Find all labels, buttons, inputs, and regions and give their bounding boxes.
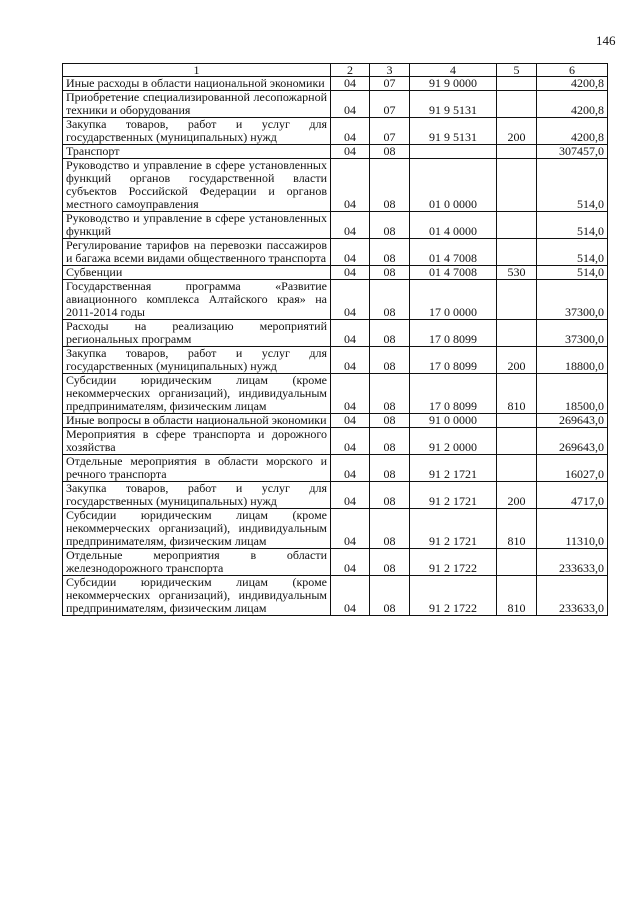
subsection-code: 07 — [370, 77, 410, 91]
expense-type-code: 530 — [497, 266, 537, 280]
amount: 37300,0 — [537, 320, 608, 347]
item-name: Закупка товаров, работ и услуг для государственных (муниципальных) нужд — [63, 118, 331, 145]
expense-type-code — [497, 212, 537, 239]
subsection-code: 08 — [370, 455, 410, 482]
item-name: Руководство и управление в сфере установленных функций — [63, 212, 331, 239]
column-header-4: 4 — [410, 64, 497, 77]
subsection-code: 08 — [370, 509, 410, 549]
table-row — [63, 455, 608, 482]
section-code: 04 — [331, 118, 370, 145]
target-article-code: 17 0 8099 — [410, 320, 497, 347]
amount: 4200,8 — [537, 91, 608, 118]
expense-type-code: 810 — [497, 374, 537, 414]
item-name: Субсидии юридическим лицам (кроме некоммерческих организаций), индивидуальным предпринимателям, физическим лицам — [63, 509, 331, 549]
table-row — [63, 576, 608, 616]
subsection-code: 08 — [370, 320, 410, 347]
expense-type-code: 810 — [497, 509, 537, 549]
table-row — [63, 482, 608, 509]
amount: 233633,0 — [537, 549, 608, 576]
subsection-code: 08 — [370, 576, 410, 616]
target-article-code: 17 0 8099 — [410, 374, 497, 414]
expense-type-code: 200 — [497, 118, 537, 145]
item-name: Расходы на реализацию мероприятий региональных программ — [63, 320, 331, 347]
section-code: 04 — [331, 549, 370, 576]
amount: 4200,8 — [537, 118, 608, 145]
item-name: Субсидии юридическим лицам (кроме некоммерческих организаций), индивидуальным предпринимателям, физическим лицам — [63, 374, 331, 414]
expense-type-code — [497, 455, 537, 482]
column-header-6: 6 — [537, 64, 608, 77]
amount: 37300,0 — [537, 280, 608, 320]
expense-type-code — [497, 549, 537, 576]
table-row — [63, 159, 608, 212]
section-code: 04 — [331, 509, 370, 549]
subsection-code: 08 — [370, 145, 410, 159]
amount: 514,0 — [537, 212, 608, 239]
subsection-code: 08 — [370, 159, 410, 212]
expense-type-code — [497, 91, 537, 118]
page-number: 146 — [596, 33, 616, 48]
item-name: Закупка товаров, работ и услуг для государственных (муниципальных) нужд — [63, 482, 331, 509]
amount: 4717,0 — [537, 482, 608, 509]
expense-type-code — [497, 414, 537, 428]
amount: 4200,8 — [537, 77, 608, 91]
amount: 514,0 — [537, 266, 608, 280]
item-name: Мероприятия в сфере транспорта и дорожного хозяйства — [63, 428, 331, 455]
item-name: Субвенции — [63, 266, 331, 280]
section-code: 04 — [331, 91, 370, 118]
subsection-code: 08 — [370, 347, 410, 374]
target-article-code: 17 0 0000 — [410, 280, 497, 320]
target-article-code: 91 2 1721 — [410, 482, 497, 509]
item-name: Закупка товаров, работ и услуг для государственных (муниципальных) нужд — [63, 347, 331, 374]
section-code: 04 — [331, 212, 370, 239]
amount: 269643,0 — [537, 414, 608, 428]
column-header-1: 1 — [63, 64, 331, 77]
item-name: Транспорт — [63, 145, 331, 159]
item-name: Руководство и управление в сфере установленных функций органов государственной власти субъектов Российской Федерации и органов местного самоуправления — [63, 159, 331, 212]
table-row — [63, 212, 608, 239]
expense-type-code — [497, 239, 537, 266]
table-row — [63, 118, 608, 145]
subsection-code: 08 — [370, 212, 410, 239]
section-code: 04 — [331, 320, 370, 347]
subsection-code: 08 — [370, 549, 410, 576]
table-row — [63, 239, 608, 266]
column-header-2: 2 — [331, 64, 370, 77]
item-name: Иные вопросы в области национальной экономики — [63, 414, 331, 428]
target-article-code: 91 2 1722 — [410, 549, 497, 576]
target-article-code: 91 2 1722 — [410, 576, 497, 616]
subsection-code: 07 — [370, 91, 410, 118]
amount: 16027,0 — [537, 455, 608, 482]
expense-type-code — [497, 159, 537, 212]
target-article-code: 91 2 1721 — [410, 509, 497, 549]
amount: 18800,0 — [537, 347, 608, 374]
expense-type-code — [497, 77, 537, 91]
table-row — [63, 280, 608, 320]
column-header-5: 5 — [497, 64, 537, 77]
table-row — [63, 549, 608, 576]
section-code: 04 — [331, 347, 370, 374]
section-code: 04 — [331, 414, 370, 428]
budget-table — [62, 63, 608, 616]
subsection-code: 08 — [370, 414, 410, 428]
section-code: 04 — [331, 145, 370, 159]
expense-type-code: 200 — [497, 347, 537, 374]
table-row — [63, 347, 608, 374]
section-code: 04 — [331, 266, 370, 280]
subsection-code: 08 — [370, 280, 410, 320]
target-article-code: 91 2 1721 — [410, 455, 497, 482]
table-row — [63, 428, 608, 455]
expense-type-code — [497, 280, 537, 320]
amount: 514,0 — [537, 239, 608, 266]
amount: 307457,0 — [537, 145, 608, 159]
amount: 514,0 — [537, 159, 608, 212]
table-body — [63, 77, 608, 616]
subsection-code: 08 — [370, 266, 410, 280]
table-row — [63, 77, 608, 91]
section-code: 04 — [331, 159, 370, 212]
column-header-3: 3 — [370, 64, 410, 77]
subsection-code: 08 — [370, 239, 410, 266]
target-article-code: 17 0 8099 — [410, 347, 497, 374]
item-name: Государственная программа «Развитие авиационного комплекса Алтайского края» на 2011-2014 годы — [63, 280, 331, 320]
table-row — [63, 374, 608, 414]
table-row — [63, 266, 608, 280]
target-article-code: 01 4 7008 — [410, 239, 497, 266]
section-code: 04 — [331, 239, 370, 266]
target-article-code: 91 2 0000 — [410, 428, 497, 455]
table-row — [63, 145, 608, 159]
target-article-code — [410, 145, 497, 159]
amount: 11310,0 — [537, 509, 608, 549]
subsection-code: 08 — [370, 374, 410, 414]
item-name: Отдельные мероприятия в области морского и речного транспорта — [63, 455, 331, 482]
section-code: 04 — [331, 482, 370, 509]
table-row — [63, 91, 608, 118]
item-name: Субсидии юридическим лицам (кроме некоммерческих организаций), индивидуальным предпринимателям, физическим лицам — [63, 576, 331, 616]
subsection-code: 08 — [370, 428, 410, 455]
section-code: 04 — [331, 374, 370, 414]
item-name: Приобретение специализированной лесопожарной техники и оборудования — [63, 91, 331, 118]
amount: 18500,0 — [537, 374, 608, 414]
target-article-code: 01 4 7008 — [410, 266, 497, 280]
target-article-code: 91 9 5131 — [410, 91, 497, 118]
target-article-code: 91 0 0000 — [410, 414, 497, 428]
expense-type-code: 810 — [497, 576, 537, 616]
item-name: Отдельные мероприятия в области железнодорожного транспорта — [63, 549, 331, 576]
target-article-code: 01 0 0000 — [410, 159, 497, 212]
amount: 269643,0 — [537, 428, 608, 455]
target-article-code: 91 9 5131 — [410, 118, 497, 145]
section-code: 04 — [331, 455, 370, 482]
table-row — [63, 414, 608, 428]
expense-type-code — [497, 145, 537, 159]
expense-type-code — [497, 320, 537, 347]
table-header-row — [63, 64, 608, 77]
target-article-code: 01 4 0000 — [410, 212, 497, 239]
section-code: 04 — [331, 428, 370, 455]
expense-type-code: 200 — [497, 482, 537, 509]
item-name: Регулирование тарифов на перевозки пассажиров и багажа всеми видами общественного транспорта — [63, 239, 331, 266]
target-article-code: 91 9 0000 — [410, 77, 497, 91]
section-code: 04 — [331, 576, 370, 616]
expense-type-code — [497, 428, 537, 455]
subsection-code: 07 — [370, 118, 410, 145]
section-code: 04 — [331, 280, 370, 320]
item-name: Иные расходы в области национальной экономики — [63, 77, 331, 91]
subsection-code: 08 — [370, 482, 410, 509]
amount: 233633,0 — [537, 576, 608, 616]
section-code: 04 — [331, 77, 370, 91]
table-row — [63, 509, 608, 549]
table-row — [63, 320, 608, 347]
